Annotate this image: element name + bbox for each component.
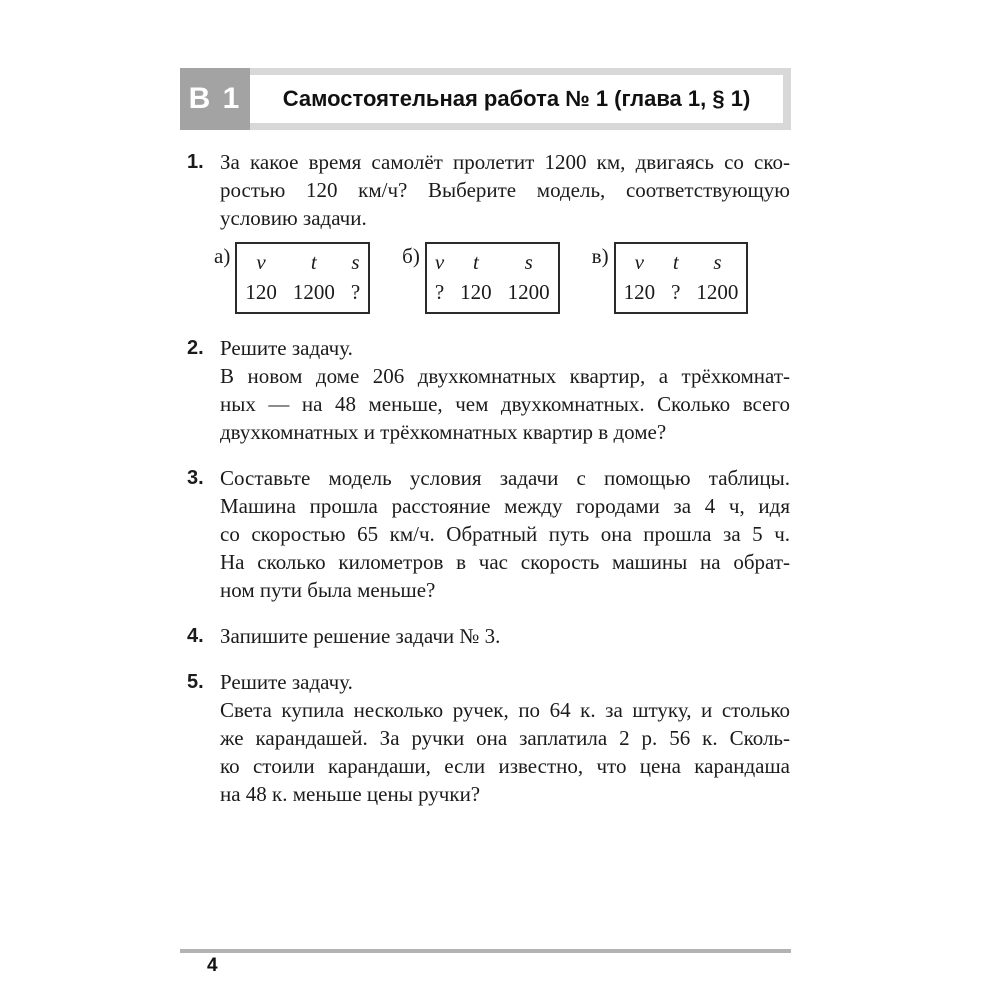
table-header-cell: s (524, 250, 533, 274)
table-value-cell: ? (671, 280, 681, 304)
model-option-v (592, 242, 749, 314)
table-value-cell: 120 (623, 280, 656, 304)
problem-number: 2. (187, 337, 204, 359)
text-line: со скоростью 65 км/ч. Обратный путь она прошла за 5 ч. (220, 522, 790, 546)
table-value-cell: 1200 (696, 280, 739, 304)
table-header-cell: t (672, 250, 679, 274)
option-label: в) (591, 244, 609, 268)
option-label: а) (214, 244, 231, 268)
text-line: Решите задачу. (220, 670, 353, 694)
text-line: ных — на 48 меньше, чем двухкомнатных. Сколько всего (220, 392, 790, 416)
text-line: В новом доме 206 двухкомнатных квартир, а трёхкомнат- (220, 364, 790, 388)
table-value-cell: 120 (460, 280, 492, 304)
problem-text (214, 148, 790, 316)
text-line: двухкомнатных и трёхкомнатных квартир в доме? (220, 420, 667, 444)
text-line: Света купила несколько ручек, по 64 к. за штуку, и столько (220, 698, 790, 722)
table-header-cell: t (310, 250, 317, 274)
model-option-a (214, 242, 370, 314)
problem-5 (180, 668, 791, 808)
text-line: условию задачи. (220, 206, 367, 230)
problem-1 (180, 148, 791, 316)
table-header-cell: t (473, 250, 479, 274)
section-header (180, 68, 791, 130)
problem-text (220, 622, 790, 650)
table-value-cell: 1200 (507, 280, 550, 304)
section-title: Самостоятельная работа № 1 (глава 1, § 1) (250, 75, 783, 123)
problem-text (220, 668, 790, 808)
model-table (235, 242, 370, 314)
model-table (614, 242, 749, 314)
table-header-cell: v (434, 250, 445, 274)
problem-4 (180, 622, 791, 650)
problem-number: 5. (187, 671, 204, 693)
page-number: 4 (207, 955, 218, 976)
problem-number: 1. (187, 151, 204, 173)
text-line: Запишите решение задачи № 3. (220, 624, 501, 648)
text-line: На сколько километров в час скорость машины на обрат- (220, 550, 790, 574)
text-line: на 48 к. меньше цены ручки? (220, 782, 481, 806)
table-header-cell: s (351, 250, 360, 274)
table-value-cell: 1200 (292, 280, 335, 304)
text-line: За какое время самолёт пролетит 1200 км, двигаясь со ско- (220, 150, 790, 174)
problem-text (220, 464, 790, 604)
table-header-cell: s (713, 250, 722, 274)
problem-text (220, 334, 790, 446)
text-line: ростью 120 км/ч? Выберите модель, соответствующую (220, 178, 790, 202)
problem-3 (180, 464, 791, 604)
text-line: ном пути была меньше? (220, 578, 436, 602)
table-value-cell: 120 (245, 280, 277, 304)
option-label: б) (402, 244, 420, 268)
model-table (425, 242, 560, 314)
page-content (180, 68, 791, 808)
table-value-cell: ? (350, 280, 361, 304)
problem-2 (180, 334, 791, 446)
text-line: же карандашей. За ручки она заплатила 2 р. 56 к. Сколь- (220, 726, 790, 750)
text-line: Составьте модель условия задачи с помощью таблицы. (220, 466, 790, 490)
text-line: ко стоили карандаши, если известно, что цена карандаша (220, 754, 790, 778)
table-header-cell: v (256, 250, 266, 274)
text-line: Машина прошла расстояние между городами за 4 ч, идя (220, 494, 790, 518)
text-line: Решите задачу. (220, 336, 353, 360)
footer-rule (180, 949, 791, 953)
table-value-cell: ? (434, 280, 445, 304)
table-header-cell: v (634, 250, 644, 274)
problem-number: 4. (187, 625, 204, 647)
problem-number: 3. (187, 467, 204, 489)
model-option-b (402, 242, 560, 314)
model-options (214, 242, 790, 314)
variant-badge: В 1 (180, 68, 250, 130)
